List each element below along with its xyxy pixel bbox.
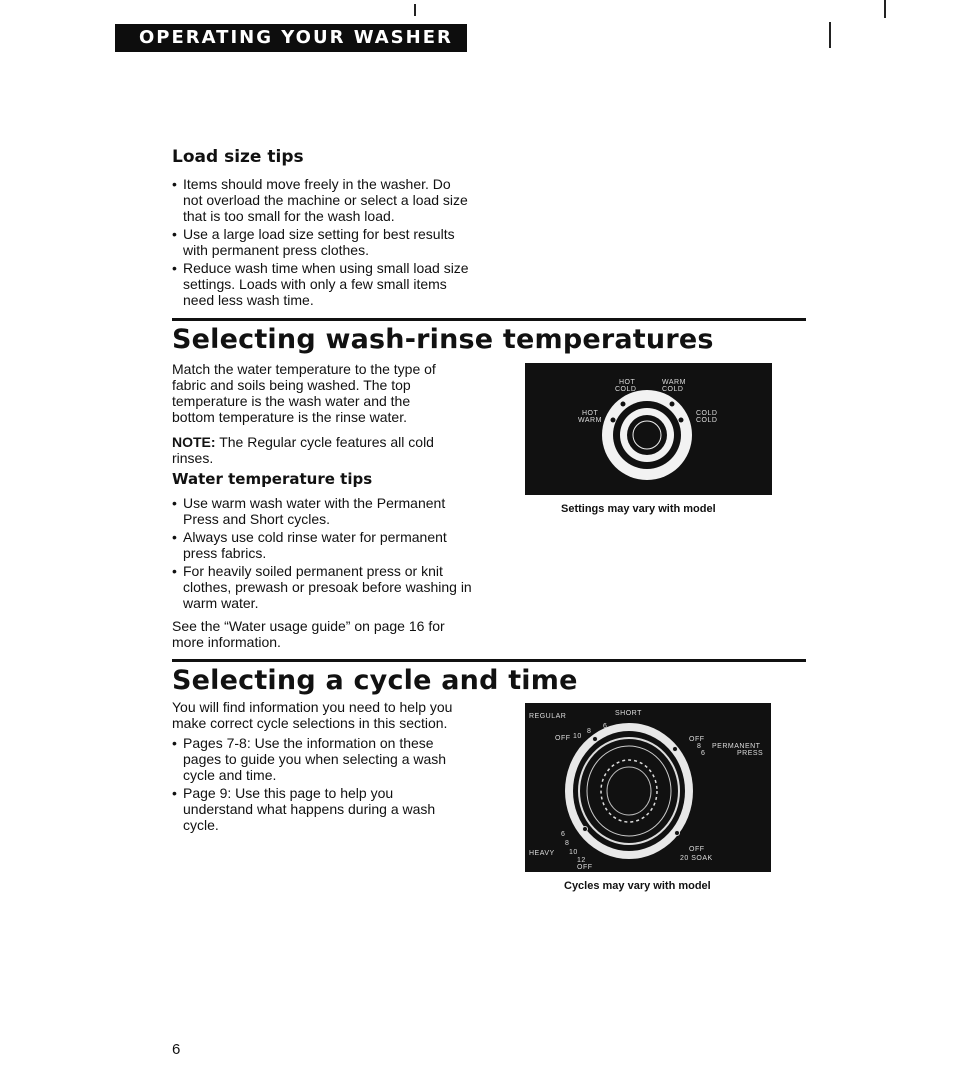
cycle-label-number: 8 bbox=[587, 728, 592, 735]
cycle-position-dot bbox=[583, 827, 588, 832]
cycle-label-off: OFF bbox=[689, 846, 705, 853]
crop-mark bbox=[414, 4, 416, 16]
temperatures-intro: Match the water temperature to the type of fabric and soils being washed. The top temperature is the wash water and the bottom temperature is the rinse water. bbox=[172, 361, 436, 425]
dial-label: WARM bbox=[578, 417, 602, 424]
cycle-dial-caption: Cycles may vary with model bbox=[564, 880, 711, 892]
water-temperature-tip: • Use warm wash water with the Permanent Press and Short cycles. bbox=[172, 495, 472, 527]
cycle-label-short: SHORT bbox=[615, 710, 642, 717]
temperature-dial-caption: Settings may vary with model bbox=[561, 503, 716, 515]
dial-label: COLD bbox=[662, 386, 684, 393]
cycle-label-number: 12 bbox=[577, 857, 586, 864]
cycle-label-press: PRESS bbox=[737, 750, 764, 757]
dial-position-dot bbox=[679, 418, 684, 423]
load-size-tip: • Use a large load size setting for best results with permanent press clothes. bbox=[172, 226, 472, 258]
cycle-intro: You will find information you need to help you make correct cycle selections in this section. bbox=[172, 699, 453, 731]
temperature-dial-graphic bbox=[525, 363, 772, 495]
section-rule bbox=[172, 659, 806, 662]
dial-label: COLD bbox=[696, 410, 718, 417]
crop-mark bbox=[884, 0, 886, 18]
water-temperature-tips-list bbox=[172, 495, 472, 613]
dial-label: HOT bbox=[619, 379, 636, 386]
load-size-tips-list bbox=[172, 176, 472, 310]
cycle-label-off: OFF bbox=[689, 736, 705, 743]
dial-label: COLD bbox=[615, 386, 637, 393]
cycle-label-number: 6 bbox=[561, 831, 566, 838]
water-usage-reference: See the “Water usage guide” on page 16 for more information. bbox=[172, 618, 445, 650]
cycle-label-soak: 20 SOAK bbox=[680, 855, 713, 862]
note-text: The Regular cycle features all cold rinses. bbox=[172, 434, 434, 466]
cycle-label-number: 8 bbox=[697, 743, 702, 750]
cycle-dial-face bbox=[573, 731, 685, 851]
cycle-label-number: 6 bbox=[701, 750, 706, 757]
load-size-tip: • Items should move freely in the washer. Do not overload the machine or select a load size that is too small for the wash load. bbox=[172, 176, 472, 224]
cycle-label-permanent: PERMANENT bbox=[712, 743, 761, 750]
dial-position-dot bbox=[611, 418, 616, 423]
cycle-label-number: 8 bbox=[565, 840, 570, 847]
section-rule bbox=[172, 318, 806, 321]
dial-position-dot bbox=[670, 402, 675, 407]
water-temperature-tip: • For heavily soiled permanent press or knit clothes, prewash or presoak before washing in warm water. bbox=[172, 563, 472, 611]
water-temperature-tips-heading: Water temperature tips bbox=[172, 470, 373, 488]
cycle-position-dot bbox=[673, 747, 678, 752]
load-size-heading: Load size tips bbox=[172, 147, 304, 167]
cycle-label-number: 10 bbox=[569, 849, 578, 856]
cycle-heading: Selecting a cycle and time bbox=[172, 665, 578, 696]
dial-label: COLD bbox=[696, 417, 718, 424]
cycle-dial-graphic bbox=[525, 703, 771, 872]
dial-label: WARM bbox=[662, 379, 686, 386]
cycle-page-item: • Pages 7-8: Use the information on these pages to guide you when selecting a wash cycle and time. bbox=[172, 735, 467, 783]
temperature-dial-illustration bbox=[525, 363, 772, 495]
water-temperature-tip: • Always use cold rinse water for permanent press fabrics. bbox=[172, 529, 472, 561]
cycle-position-dot bbox=[675, 831, 680, 836]
section-header-bar: OPERATING YOUR WASHER bbox=[115, 24, 467, 52]
cycle-page-list bbox=[172, 735, 467, 835]
crop-mark bbox=[829, 22, 831, 48]
cycle-position-dot bbox=[593, 737, 598, 742]
temperatures-heading: Selecting wash-rinse temperatures bbox=[172, 324, 714, 355]
cycle-label-heavy: HEAVY bbox=[529, 850, 555, 857]
cycle-label-number: 10 bbox=[573, 733, 582, 740]
cycle-page-item: • Page 9: Use this page to help you understand what happens during a wash cycle. bbox=[172, 785, 467, 833]
note-label: NOTE: bbox=[172, 434, 216, 450]
page-number: 6 bbox=[172, 1041, 181, 1058]
dial-position-dot bbox=[621, 402, 626, 407]
cycle-label-off: OFF bbox=[555, 735, 571, 742]
temperatures-note bbox=[172, 434, 457, 466]
load-size-tip: • Reduce wash time when using small load size settings. Loads with only a few small items need less wash time. bbox=[172, 260, 472, 308]
cycle-dial-illustration bbox=[525, 703, 771, 872]
dial-label: HOT bbox=[582, 410, 599, 417]
cycle-label-number: 6 bbox=[603, 723, 608, 730]
cycle-label-off: OFF bbox=[577, 864, 593, 871]
cycle-label-regular: REGULAR bbox=[529, 713, 567, 720]
